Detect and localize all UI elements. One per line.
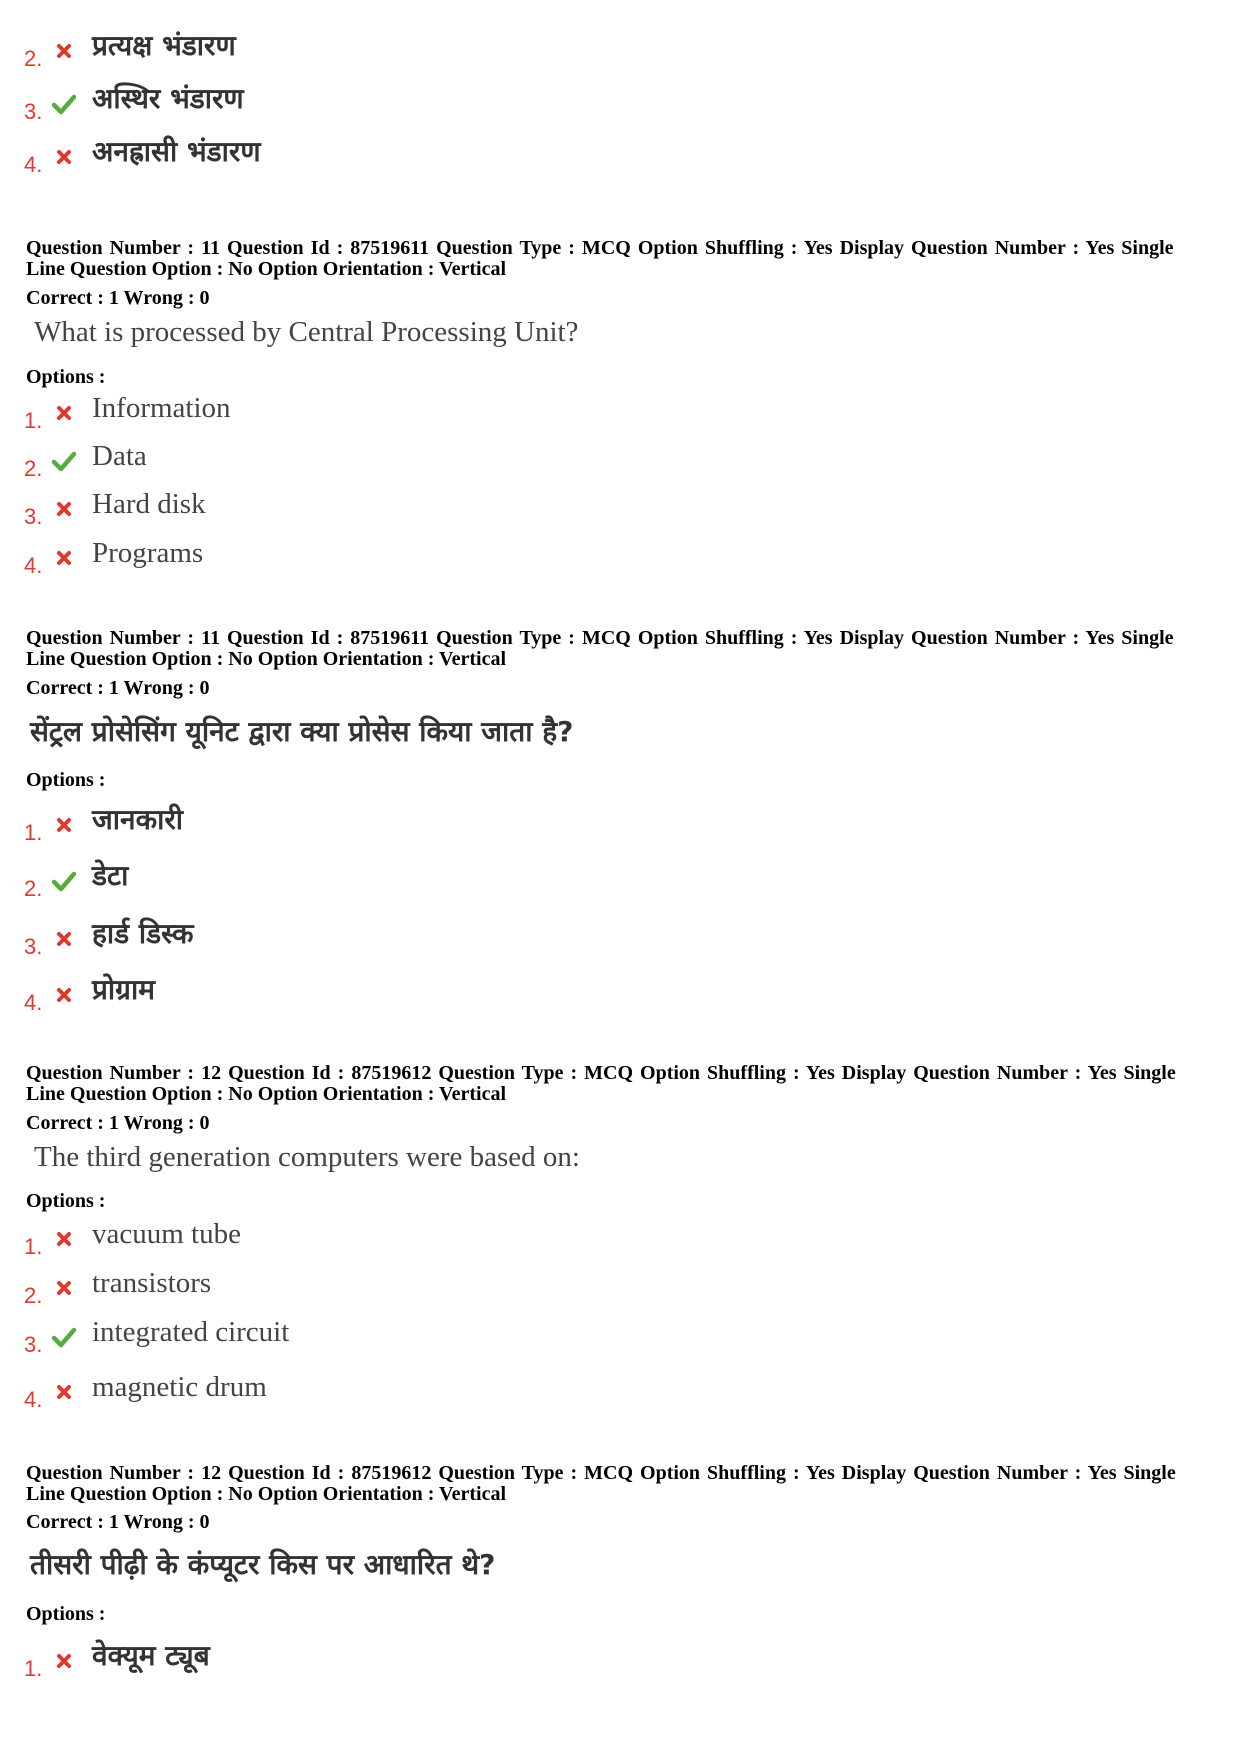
cross-icon xyxy=(52,1650,76,1672)
option-row xyxy=(24,1640,924,1684)
option-text: Programs xyxy=(92,537,204,569)
question-metadata xyxy=(26,1463,1216,1505)
option-text: Data xyxy=(92,440,147,472)
options-label: Options : xyxy=(26,769,106,791)
option-text: प्रत्यक्ष भंडारण xyxy=(92,29,236,62)
metadata-line: Question Number : 11 Question Id : 87519611 Question Type : MCQ Option Shuffling : Yes Display Question Number : Yes Single xyxy=(26,627,1174,649)
option-number: 3. xyxy=(24,99,43,124)
option-row xyxy=(24,804,924,848)
option-text: डेटा xyxy=(92,859,129,892)
option-number: 1. xyxy=(24,1656,43,1681)
cross-icon xyxy=(52,1381,76,1403)
option-text: Hard disk xyxy=(92,488,206,520)
option-row xyxy=(24,30,924,74)
metadata-line: Line Question Option : No Option Orientation : Vertical xyxy=(26,648,507,670)
option-text: अस्थिर भंडारण xyxy=(92,82,244,115)
option-row xyxy=(24,1267,924,1311)
option-text: अनह्रासी भंडारण xyxy=(92,135,261,168)
option-row xyxy=(24,1371,924,1415)
metadata-line: Question Number : 11 Question Id : 87519611 Question Type : MCQ Option Shuffling : Yes Display Question Number : Yes Single xyxy=(26,237,1174,259)
option-number: 1. xyxy=(24,1234,43,1259)
cross-icon xyxy=(52,402,76,424)
cross-icon xyxy=(52,928,76,950)
check-icon xyxy=(52,93,76,115)
option-row xyxy=(24,974,924,1018)
check-icon xyxy=(52,450,76,472)
option-text: प्रोग्राम xyxy=(92,973,155,1006)
option-row xyxy=(24,488,924,532)
option-row xyxy=(24,537,924,581)
cross-icon xyxy=(52,1228,76,1250)
cross-icon xyxy=(52,40,76,62)
option-number: 2. xyxy=(24,876,43,901)
option-row xyxy=(24,136,924,180)
options-label: Options : xyxy=(26,1190,106,1212)
option-number: 3. xyxy=(24,504,43,529)
question-text: सेंट्रल प्रोसेसिंग यूनिट द्वारा क्या प्रोसेस किया जाता है? xyxy=(30,715,574,748)
option-number: 4. xyxy=(24,1387,43,1412)
cross-icon xyxy=(52,1277,76,1299)
marking-scheme: Correct : 1 Wrong : 0 xyxy=(26,677,210,699)
option-text: हार्ड डिस्क xyxy=(92,917,194,950)
marking-scheme: Correct : 1 Wrong : 0 xyxy=(26,287,210,309)
options-label: Options : xyxy=(26,1603,106,1625)
cross-icon xyxy=(52,814,76,836)
option-text: magnetic drum xyxy=(92,1371,267,1403)
option-row xyxy=(24,1218,924,1262)
question-metadata xyxy=(26,238,1216,280)
marking-scheme: Correct : 1 Wrong : 0 xyxy=(26,1511,210,1533)
metadata-line: Question Number : 12 Question Id : 87519612 Question Type : MCQ Option Shuffling : Yes Display Question Number : Yes Single xyxy=(26,1062,1176,1084)
question-text: तीसरी पीढ़ी के कंप्यूटर किस पर आधारित थे? xyxy=(30,1548,496,1581)
metadata-line: Line Question Option : No Option Orientation : Vertical xyxy=(26,1083,507,1105)
question-text: The third generation computers were based on: xyxy=(34,1141,580,1173)
option-text: वेक्यूम ट्यूब xyxy=(92,1639,210,1672)
cross-icon xyxy=(52,498,76,520)
cross-icon xyxy=(52,146,76,168)
option-number: 4. xyxy=(24,990,43,1015)
option-number: 1. xyxy=(24,408,43,433)
option-number: 4. xyxy=(24,152,43,177)
marking-scheme: Correct : 1 Wrong : 0 xyxy=(26,1112,210,1134)
question-text: What is processed by Central Processing Unit? xyxy=(34,316,579,348)
cross-icon xyxy=(52,984,76,1006)
option-number: 2. xyxy=(24,46,43,71)
question-metadata xyxy=(26,628,1216,670)
metadata-line: Line Question Option : No Option Orientation : Vertical xyxy=(26,258,507,280)
option-text: integrated circuit xyxy=(92,1316,290,1348)
check-icon xyxy=(52,1326,76,1348)
option-text: vacuum tube xyxy=(92,1218,241,1250)
question-metadata xyxy=(26,1063,1216,1105)
option-text: जानकारी xyxy=(92,803,184,836)
option-number: 1. xyxy=(24,820,43,845)
options-label: Options : xyxy=(26,366,106,388)
option-row xyxy=(24,1316,924,1360)
option-row xyxy=(24,83,924,127)
check-icon xyxy=(52,870,76,892)
option-row xyxy=(24,918,924,962)
option-number: 3. xyxy=(24,934,43,959)
option-number: 2. xyxy=(24,1283,43,1308)
metadata-line: Question Number : 12 Question Id : 87519612 Question Type : MCQ Option Shuffling : Yes Display Question Number : Yes Single xyxy=(26,1462,1176,1484)
option-number: 3. xyxy=(24,1332,43,1357)
option-row xyxy=(24,860,924,904)
option-text: transistors xyxy=(92,1267,212,1299)
cross-icon xyxy=(52,547,76,569)
metadata-line: Line Question Option : No Option Orientation : Vertical xyxy=(26,1483,507,1505)
option-row xyxy=(24,392,924,436)
option-row xyxy=(24,440,924,484)
option-number: 4. xyxy=(24,553,43,578)
option-number: 2. xyxy=(24,456,43,481)
option-text: Information xyxy=(92,392,231,424)
